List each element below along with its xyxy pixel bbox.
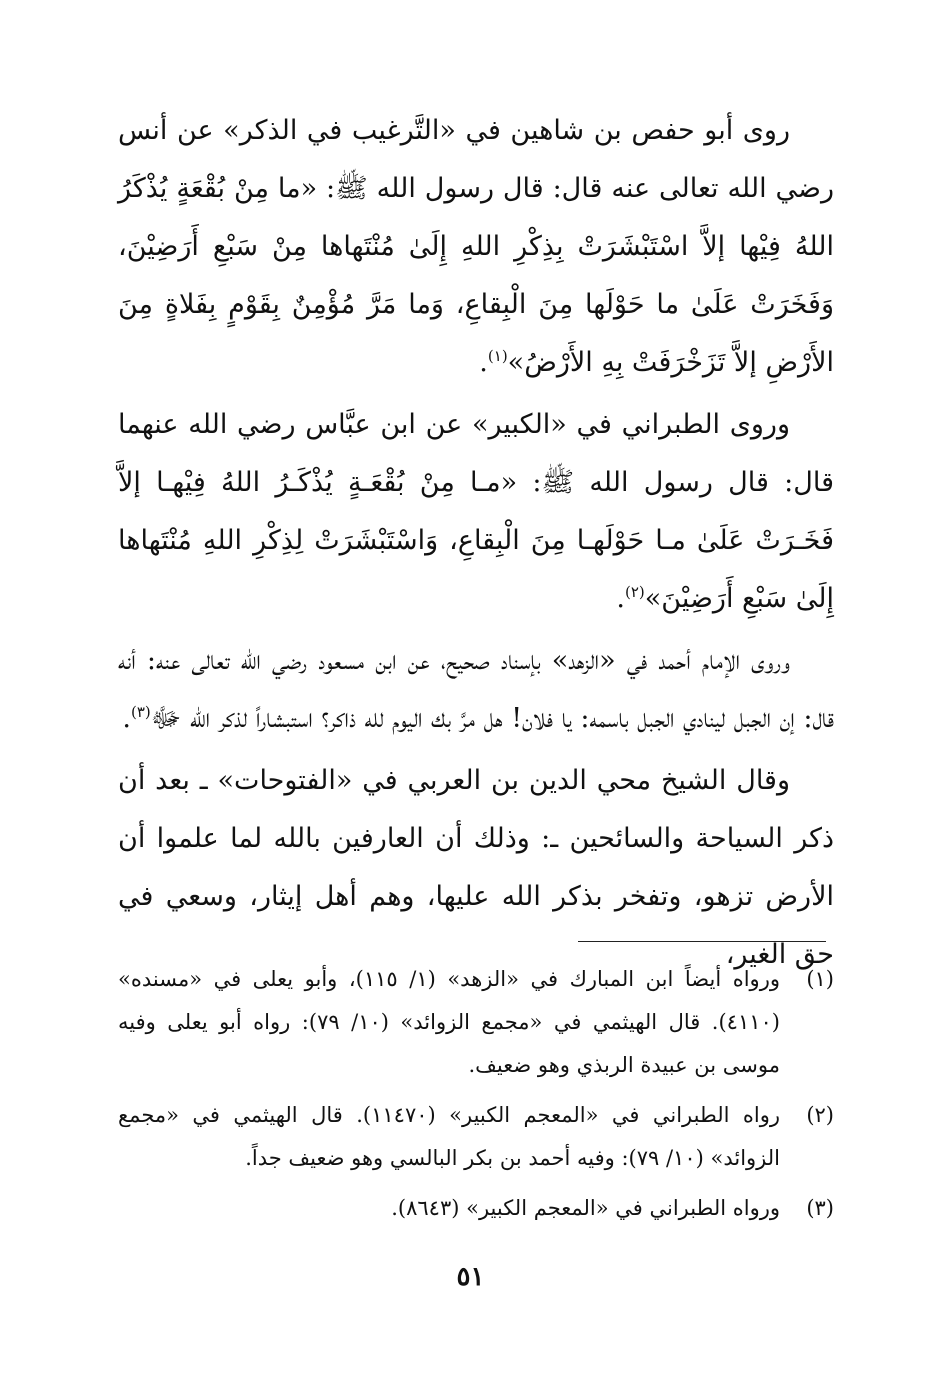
page-number: ٥١: [456, 1262, 485, 1292]
footnote-2: [118, 1094, 834, 1180]
footnotes: [118, 958, 834, 1237]
footnote-3: [118, 1187, 834, 1230]
footnote-marker-2: (٢): [624, 583, 645, 601]
paragraph-1: روى أبو حفص بن شاهين في «التَّرغيب في الذكر» عن أنس رضي الله تعالى عنه قال: قال رسول الله ﷺ: «ما مِنْ بُقْعَةٍ يُذْكَرُ اللهُ فِيْها إلاَّ اسْتَبْشَرَتْ بِذِكْرِ اللهِ إِلَىٰ مُنْتَهاها مِنْ سَبْعِ أَرَضِيْنَ، وَفَخَرَتْ عَلَىٰ ما حَوْلَها مِنَ الْبِقاعِ، وَما مَرَّ مُؤْمِنٌ بِقَوْمٍ بِفَلاةٍ مِنَ الأَرْضِ إلاَّ تَزَخْرَفَتْ بِهِ الأَرْضُ»$^{(١)}$.: [118, 115, 834, 378]
footnote-text: ورواه أيضاً ابن المبارك في «الزهد» (١/ ١١٥)، وأبو يعلى في «مسنده» (٤١١٠). قال الهيثمي في «مجمع الزوائد» (١٠/ ٧٩): رواه أبو يعلى وفيه موسى بن عبيدة الربذي وهو ضعيف.: [118, 967, 780, 1077]
footnote-number: (٣): [806, 1196, 834, 1220]
paragraph-4: وقال الشيخ محي الدين بن العربي في «الفتوحات» ـ بعد أن ذكر السياحة والسائحين ـ: وذلك أن العارفين بالله لما علموا أن الأرض تزهو، وتفخر بذكر الله عليها، وهم أهل إيثار، وسعي في حق الغير،: [118, 765, 834, 970]
footnote-text: ورواه الطبراني في «المعجم الكبير» (٨٦٤٣).: [391, 1196, 780, 1220]
footnote-marker-3: (٣): [130, 703, 151, 721]
footnote-separator: [578, 941, 826, 942]
main-text: [118, 102, 834, 988]
footnote-number: (١): [806, 967, 834, 991]
paragraph-3: وروى الإمام أحمد في «الزهد» بإسناد صحيح، عن ابن مسعود رضي الله تعالى عنه: أنه قال: إن الجبل لينادي الجبل باسمه: يا فلان! هل مرَّ بك اليوم لله ذاكر؟ استبشاراً لذكر الله ﷻ$^{(٣)}$.: [118, 645, 834, 734]
paragraph-2: وروى الطبراني في «الكبير» عن ابن عبَّاس رضي الله عنهما قال: قال رسول الله ﷺ: «مـا مِنْ بُقْعَـةٍ يُذْكَـرُ اللهُ فِيْهـا إلاَّ فَخَـرَتْ عَلَىٰ مـا حَوْلَهـا مِنَ الْبِقاعِ، وَاسْتَبْشَرَتْ لِذِكْرِ اللهِ مُنْتَهاها إِلَىٰ سَبْعِ أَرَضِيْنَ»$^{(٢)}$.: [118, 409, 834, 614]
footnote-marker-1: (١): [487, 347, 508, 365]
footnote-1: [118, 958, 834, 1087]
footnote-text: رواه الطبراني في «المعجم الكبير» (١١٤٧٠). قال الهيثمي في «مجمع الزوائد» (١٠/ ٧٩): وفيه أحمد بن بكر البالسي وهو ضعيف جداً.: [118, 1103, 780, 1170]
footnote-number: (٢): [806, 1103, 834, 1127]
